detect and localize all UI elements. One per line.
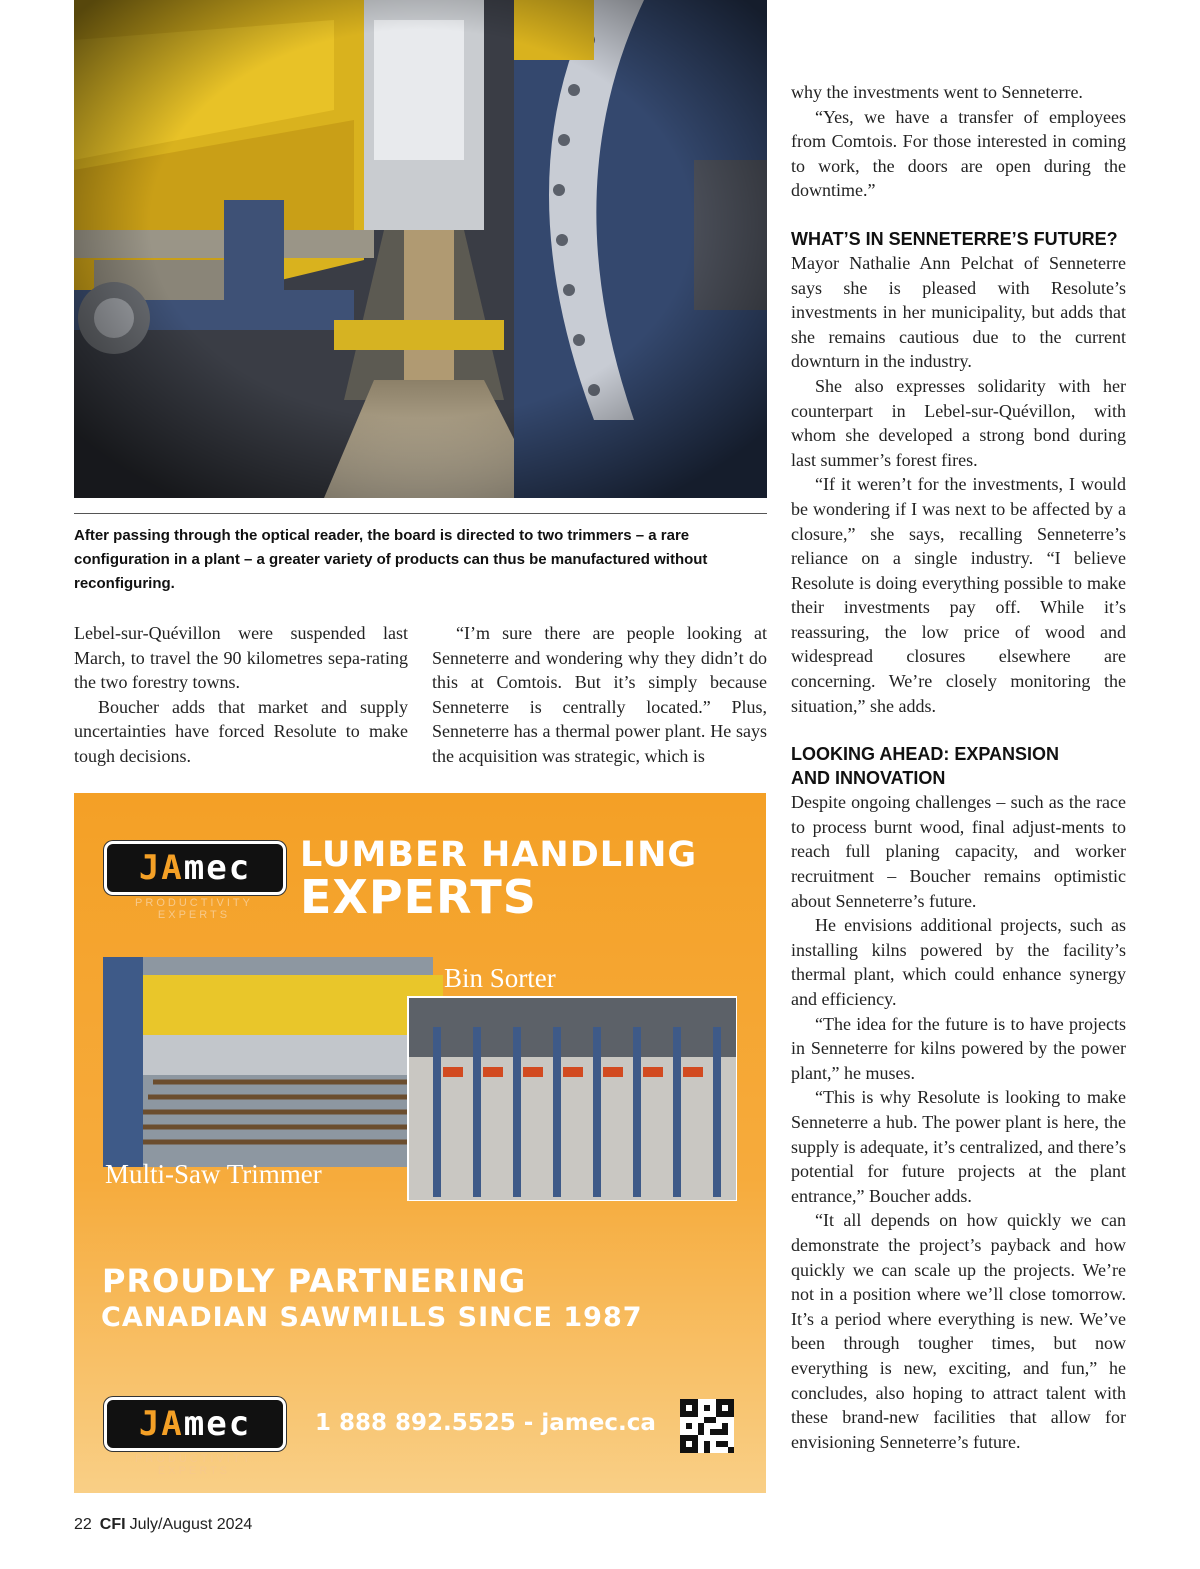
paragraph: Lebel-sur-Quévillon were suspended last March, to travel the 90 kilometres sepa-rating the two forestry towns.	[74, 623, 408, 693]
ad-partner-line-2: CANADIAN SAWMILLS SINCE 1987	[101, 1302, 643, 1333]
logo-ja: JA	[138, 1404, 184, 1444]
paragraph: She also expresses solidarity with her counterpart in Lebel-sur-Quévillon, with whom she developed a strong bond during last summer’s forest fires.	[791, 375, 1126, 470]
multi-saw-trimmer-label: Multi-Saw Trimmer	[105, 1159, 322, 1189]
logo-mec: mec	[183, 848, 252, 888]
page-footer	[74, 1516, 252, 1534]
jamec-logo	[104, 841, 286, 895]
paragraph: Mayor Nathalie Ann Pelchat of Senneterre says she is pleased with Resolute’s investments in her municipality, but adds that she remains cautious due to the current downturn in the industry.	[791, 252, 1126, 372]
paragraph: “I’m sure there are people looking at Senneterre and wondering why they didn’t do this at Comtois. But it’s simply because Senneterre is centrally located.” Plus, Senneterre has a thermal power plant. He says the acquisition was strategic, which is	[432, 623, 767, 766]
caption-rule	[74, 513, 767, 514]
ad-partner-line-1: PROUDLY PARTNERING	[102, 1262, 527, 1300]
column-1	[74, 621, 408, 769]
section-heading	[791, 742, 1126, 790]
bin-sorter-label: Bin Sorter	[444, 963, 556, 993]
paragraph: Despite ongoing challenges – such as the race to process burnt wood, final adjust-ments to reach full planing capacity, and worker recruitment – Boucher remains optimistic about Senneterre’s future.	[791, 792, 1126, 911]
ad-contact[interactable]: 1 888 892.5525 - jamec.ca	[315, 1410, 656, 1436]
heading-line-2: AND INNOVATION	[791, 768, 946, 789]
paragraph: Boucher adds that market and supply uncertainties have forced Resolute to make tough decisions.	[74, 696, 408, 766]
section-heading: WHAT’S IN SENNETERRE’S FUTURE?	[791, 228, 1118, 249]
page-number: 22	[74, 1516, 92, 1533]
paragraph: “The idea for the future is to have projects in Senneterre for kilns powered by the power plant,” he muses.	[791, 1013, 1126, 1083]
column-3	[791, 80, 1126, 1454]
logo-mec: mec	[183, 1404, 252, 1444]
magazine-name: CFI	[99, 1516, 126, 1533]
ad-headline-2: EXPERTS	[300, 870, 537, 924]
jamec-advertisement[interactable]	[74, 793, 766, 1493]
logo-tagline: PRODUCTIVITY EXPERTS	[135, 1453, 253, 1477]
ad-headline-1: LUMBER HANDLING	[300, 835, 698, 875]
paragraph: He envisions additional projects, such as installing kilns powered by the facility’s thermal plant, which could enhance synergy and efficiency.	[791, 915, 1126, 1009]
photo-caption: After passing through the optical reader, the board is directed to two trimmers – a rare configuration in a plant – a greater variety of products can thus be manufactured without reconfiguring.	[74, 527, 708, 592]
paragraph: why the investments went to Senneterre.	[791, 82, 1083, 102]
heading-line-1: LOOKING AHEAD: EXPANSION	[791, 744, 1060, 765]
column-2	[432, 621, 767, 769]
sawmill-trimmer-photo	[74, 0, 767, 498]
qr-code-icon[interactable]	[680, 1399, 734, 1453]
paragraph: “This is why Resolute is looking to make Senneterre a hub. The power plant is here, the supply is adequate, it’s centralized, and there’s potential for future projects at the plant entrance,” Boucher adds.	[791, 1087, 1126, 1206]
logo-tagline: PRODUCTIVITY EXPERTS	[135, 897, 253, 921]
logo-ja: JA	[138, 848, 184, 888]
jamec-logo-bottom	[104, 1397, 286, 1451]
issue-date: July/August 2024	[129, 1516, 253, 1533]
paragraph: “It all depends on how quickly we can demonstrate the project’s payback and how quickly we can scale up the projects. We’re not in a position where we’ll close tomorrow. It’s a period where everything is new. We’ve been through tougher times, but now everything is new, exciting, and fun,” he concludes, also hoping to attract talent with these brand-new facilities that allow for envisioning Senneterre’s future.	[791, 1210, 1126, 1452]
paragraph: “Yes, we have a transfer of employees from Comtois. For those interested in coming to work, the doors are open during the downtime.”	[791, 106, 1126, 201]
paragraph: “If it weren’t for the investments, I would be wondering if I was next to be affected by a closure,” she says, recalling Senneterre’s reliance on a single industry. “I believe Resolute is doing everything possible to make their investments pay off. While it’s reassuring, the low price of wood and widespread closures elsewhere are concerning. We’re closely monitoring the situation,” she adds.	[791, 474, 1126, 716]
